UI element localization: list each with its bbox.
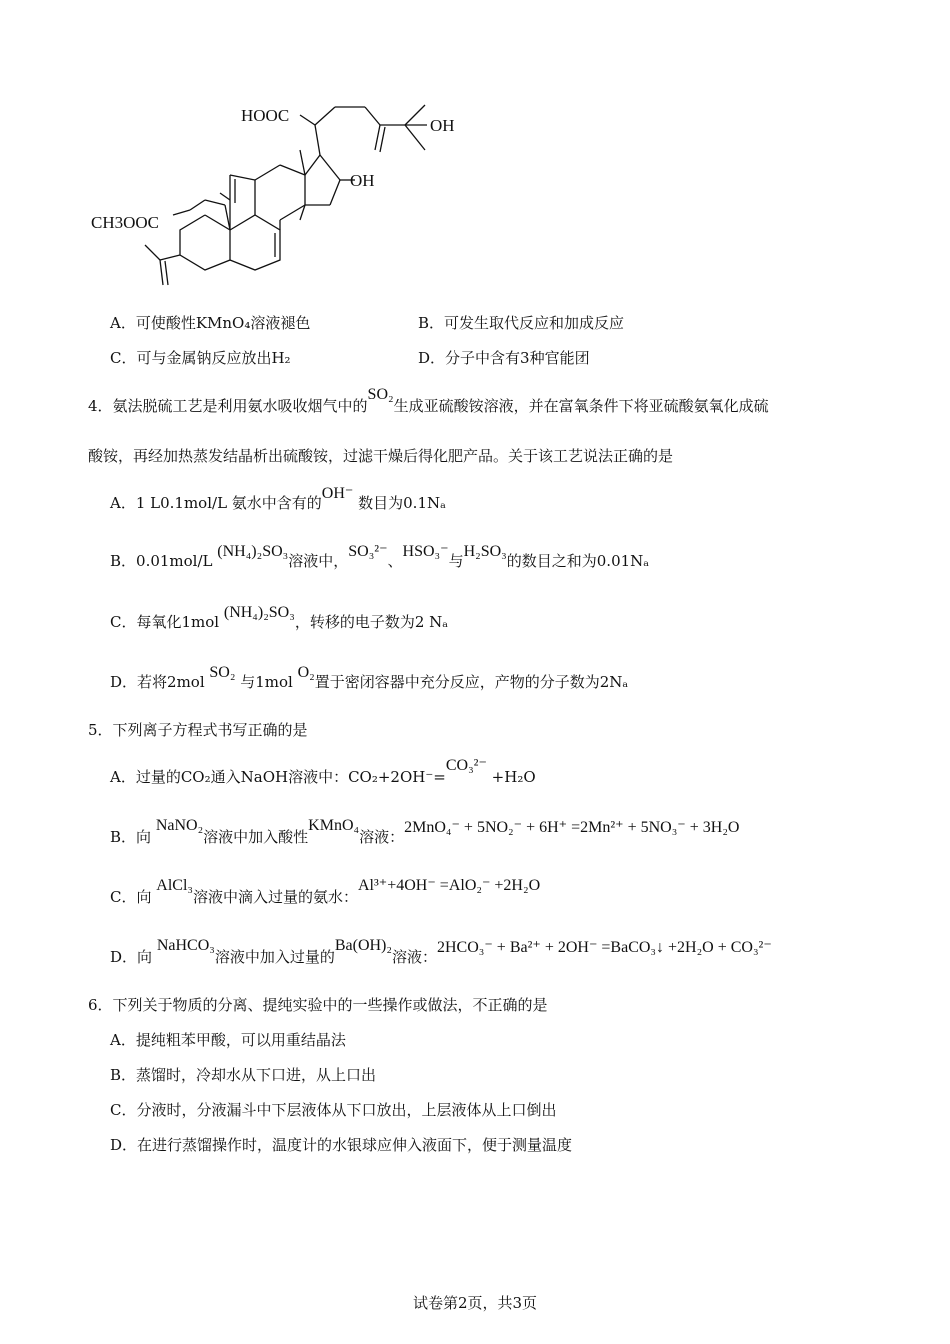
q6-option-b: B．蒸馏时，冷却水从下口进，从上口出 [110,1066,377,1084]
q6-option-c: C．分液时，分液漏斗中下层液体从下口放出，上层液体从上口倒出 [110,1101,557,1119]
q3-option-a: A．可使酸性KMnO₄溶液褪色 [110,314,311,332]
molecule-label-oh-side: OH [430,116,455,135]
molecule-label-ch3ooc: CH3OOC [91,213,160,232]
q5-option-a: A．过量的CO₂通入NaOH溶液中：CO₂+2OH⁻=CO₃²⁻ +H₂O [110,757,536,786]
q5-stem: 5．下列离子方程式书写正确的是 [88,721,308,739]
page-footer: 试卷第2页，共3页 [412,1294,538,1312]
molecule-label-hooc: HOOC [241,106,290,125]
so2-formula: SO₂ [367,386,394,403]
q6-stem: 6．下列关于物质的分离、提纯实验中的一些操作或做法，不正确的是 [88,996,548,1014]
q5-option-b: B．向 NaNO₂溶液中加入酸性KMnO₄溶液：2MnO₄⁻ + 5NO₂⁻ + 6H⁺ =2Mn²⁺ + 5NO₃⁻ + 3H₂O [110,817,740,846]
q3-option-d: D．分子中含有3种官能团 [418,349,590,367]
q4-option-b: B．0.01mol/L (NH₄)₂SO₃溶液中，SO₃²⁻、HSO₃⁻与H₂SO₃的数目之和为0.01Nₐ [110,543,650,570]
q4-stem-line1: 4．氨法脱硫工艺是利用氨水吸收烟气中的SO₂生成亚硫酸铵溶液，并在富氧条件下将亚硫酸氨氧化成硫 [88,386,769,415]
molecule-structure [85,95,485,300]
q6-option-a: A．提纯粗苯甲酸，可以用重结晶法 [110,1031,346,1049]
q5-option-c: C．向 AlCl₃溶液中滴入过量的氨水：Al³⁺+4OH⁻ =AlO₂⁻ +2H₂O [110,877,541,906]
q4-option-c: C．每氧化1mol (NH₄)₂SO₃，转移的电子数为2 Nₐ [110,604,449,631]
q6-option-d: D．在进行蒸馏操作时，温度计的水银球应伸入液面下，便于测量温度 [110,1136,573,1154]
q3-option-b: B．可发生取代反应和加成反应 [418,314,625,332]
q5-option-d: D．向 NaHCO₃溶液中加入过量的Ba(OH)₂溶液：2HCO₃⁻ + Ba²⁺ + 2OH⁻ =BaCO₃↓ +2H₂O + CO₃²⁻ [110,937,772,966]
q4-option-d: D．若将2mol SO₂ 与1mol O₂置于密闭容器中充分反应，产物的分子数为2Nₐ [110,664,629,691]
q3-option-c: C．可与金属钠反应放出H₂ [110,349,291,367]
molecule-label-oh-ring: OH [350,171,375,190]
q4-stem-line2: 酸铵，再经加热蒸发结晶析出硫酸铵，过滤干燥后得化肥产品。关于该工艺说法正确的是 [88,447,674,465]
q4-option-a: A．1 L0.1mol/L 氨水中含有的OH⁻ 数目为0.1Nₐ [110,485,446,512]
oh-ion: OH⁻ [321,485,354,502]
